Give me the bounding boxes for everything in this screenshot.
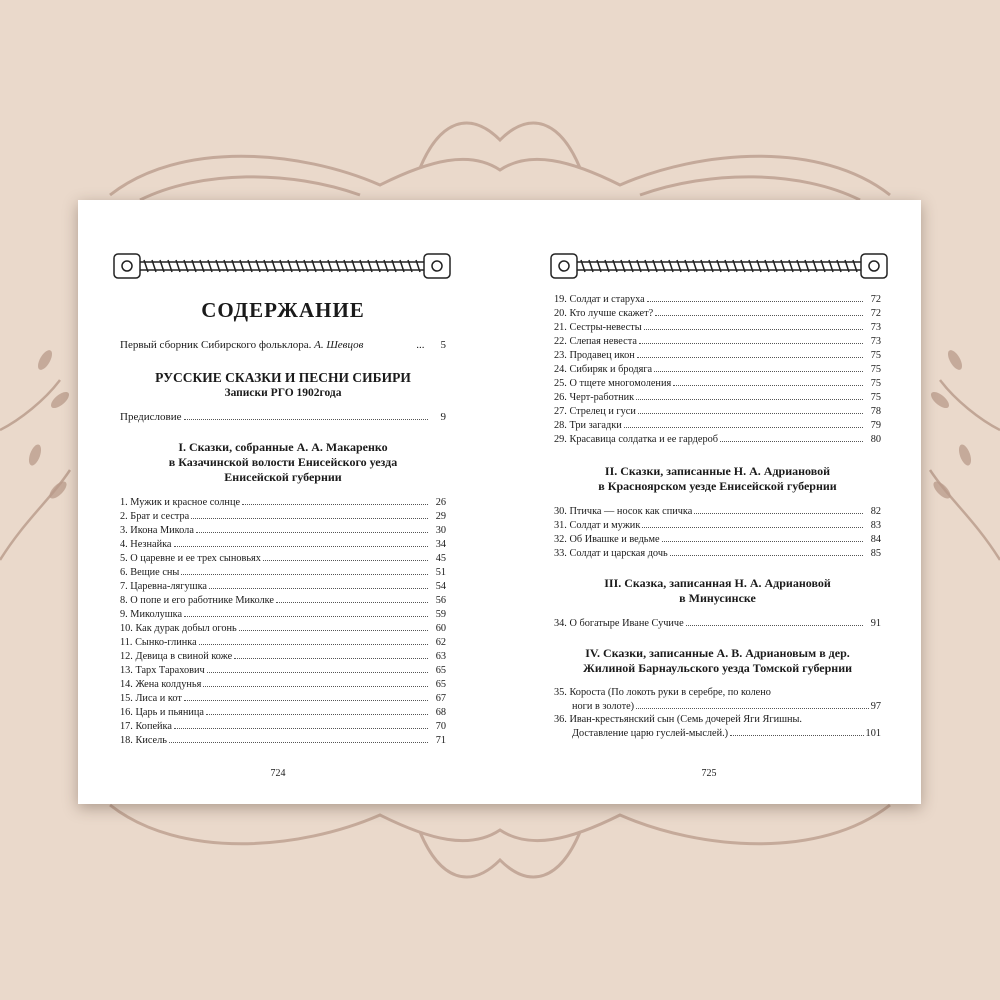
section1-list-continued [554,292,881,446]
entry-page: 65 [435,679,446,690]
entry-page: 68 [435,707,446,718]
entry-title: 3. Икона Микола [120,525,194,536]
section4-title-line: IV. Сказки, записанные А. В. Адриановым в дер. [585,646,850,660]
entry-page: 67 [435,693,446,704]
toc-entry[interactable] [554,532,881,546]
entry-title: 4. Незнайка [120,539,172,550]
toc-entry[interactable] [120,565,446,579]
section3-title-line: в Минусинске [679,591,756,605]
preface-entry[interactable] [120,410,446,424]
toc-entry[interactable] [120,509,446,523]
entry-page: 97 [870,701,881,712]
part-subtitle: Записки РГО 1902года [224,387,342,399]
entry-page: 83 [870,520,881,531]
entry-title: 1. Мужик и красное солнце [120,497,241,508]
toc-entry[interactable] [554,616,881,630]
entry-page: 60 [435,623,446,634]
entry-page: 62 [435,637,446,648]
toc-entry[interactable] [554,432,881,446]
entry-title: 24. Сибиряк и бродяга [554,364,653,375]
left-column [120,290,446,747]
section1-title-line: I. Сказки, собранные А. А. Макаренко [178,440,388,454]
entry-page: 75 [870,350,881,361]
intro-leader: ... [416,339,425,351]
entry-page: 78 [870,406,881,417]
entry-title: 29. Красавица солдатка и ее гардероб [554,434,719,445]
intro-text: Первый сборник Сибирского фольклора. [120,339,312,351]
section4-title-line: Жилиной Барнаульского уезда Томской губернии [582,661,853,675]
preface-page: 9 [440,411,446,423]
toc-entry[interactable] [120,621,446,635]
entry-title: 23. Продавец икон [554,350,635,361]
entry-title: 32. Об Ивашке и ведьме [554,534,660,545]
entry-title: 17. Копейка [120,721,172,732]
right-page [499,200,921,804]
entry-page: 63 [435,651,446,662]
entry-title: 21. Сестры-невесты [554,322,642,333]
toc-entry[interactable] [120,733,446,747]
section1-title-line: Енисейской губернии [224,470,342,484]
section2-title-line: в Красноярском уезде Енисейской губернии [598,479,837,493]
toc-entry[interactable] [120,537,446,551]
rope-ornament [112,248,452,284]
toc-entry[interactable] [554,504,881,518]
entry-page: 75 [870,392,881,403]
entry-page: 85 [870,548,881,559]
entry-title: 27. Стрелец и гуси [554,406,636,417]
entry-page: 65 [435,665,446,676]
left-page [78,200,499,804]
toc-entry[interactable] [554,518,881,532]
entry-page: 54 [435,581,446,592]
intro-author: А. Шевцов [314,339,364,351]
toc-entry[interactable] [120,677,446,691]
entry-title: 8. О попе и его работнике Миколке [120,595,274,606]
entry-page: 45 [435,553,446,564]
toc-entry[interactable] [554,713,881,740]
entry-page: 101 [865,728,881,739]
part-title: РУССКИЕ СКАЗКИ И ПЕСНИ СИБИРИ [155,370,411,385]
entry-title: 9. Миколушка [120,609,183,620]
toc-entry[interactable] [120,635,446,649]
toc-entry[interactable] [554,334,881,348]
entry-title: 10. Как дурак добыл огонь [120,623,237,634]
page-number: 724 [270,768,286,779]
entry-title: 31. Солдат и мужик [554,520,641,531]
entry-page: 34 [435,539,446,550]
entry-page: 56 [435,595,446,606]
intro-page: 5 [440,339,446,351]
entry-title: 7. Царевна-лягушка [120,581,207,592]
entry-page: 71 [435,735,446,746]
section1-title-line: в Казачинской волости Енисейского уезда [168,455,398,469]
entry-title: 18. Кисель [120,735,167,746]
toc-entry[interactable] [120,705,446,719]
entry-title: 25. О тщете многомоления [554,378,672,389]
section4-title [554,646,881,676]
toc-entry[interactable] [554,362,881,376]
section1-list [120,495,446,747]
book-spread [78,200,921,804]
entry-page: 80 [870,434,881,445]
entry-page: 51 [435,567,446,578]
entry-page: 91 [870,618,881,629]
entry-title: 28. Три загадки [554,420,622,431]
section1-title [120,440,446,485]
toc-entry[interactable] [120,663,446,677]
entry-title: 19. Солдат и старуха [554,294,645,305]
entry-title: 2. Брат и сестра [120,511,190,522]
entry-page: 82 [870,506,881,517]
intro-entry[interactable] [120,338,446,352]
entry-title: 30. Птичка — носок как спичка [554,506,693,517]
toc-entry[interactable] [554,390,881,404]
toc-entry[interactable] [554,306,881,320]
entry-page: 30 [435,525,446,536]
entry-title: 33. Солдат и царская дочь [554,548,668,559]
section3-list [554,616,881,630]
toc-entry[interactable] [554,686,881,713]
section3-title-line: III. Сказка, записанная Н. А. Адриановой [604,576,831,590]
entry-page: 72 [870,294,881,305]
section2-title-line: II. Сказки, записанные Н. А. Адриановой [604,464,831,478]
toc-entry[interactable] [120,495,446,509]
toc-entry[interactable] [120,579,446,593]
entry-page: 72 [870,308,881,319]
entry-title: 6. Вещие сны [120,567,180,578]
toc-entry[interactable] [554,292,881,306]
entry-title: 34. О богатыре Иване Сучиче [554,618,684,629]
rope-ornament [549,248,889,284]
entry-page: 29 [435,511,446,522]
entry-title: 36. Иван-крестьянский сын (Семь дочерей Яги Ягишны. [554,714,803,725]
toc-entry[interactable] [120,719,446,733]
toc-entry[interactable] [554,546,881,560]
entry-page: 79 [870,420,881,431]
toc-entry[interactable] [554,418,881,432]
entry-title: 26. Черт-работник [554,392,635,403]
entry-title: 22. Слепая невеста [554,336,637,347]
contents-title: СОДЕРЖАНИЕ [201,298,365,322]
toc-entry[interactable] [120,523,446,537]
entry-page: 73 [870,322,881,333]
toc-entry[interactable] [120,691,446,705]
toc-entry[interactable] [554,320,881,334]
section4-list [554,686,881,740]
entry-title: 20. Кто лучше скажет? [554,308,654,319]
entry-title: 12. Девица в свиной коже [120,651,233,662]
entry-page: 73 [870,336,881,347]
toc-entry[interactable] [554,348,881,362]
entry-page: 75 [870,364,881,375]
entry-page: 84 [870,534,881,545]
toc-entry[interactable] [120,551,446,565]
entry-title: 35. Короста (По локоть руки в серебре, по колено [554,687,771,698]
entry-title: 14. Жена колдунья [120,679,202,690]
entry-title-cont: Доставление царю гуслей-мыслей.) [572,728,729,739]
section3-title [554,576,881,606]
entry-page: 70 [435,721,446,732]
entry-title: 15. Лиса и кот [120,693,182,704]
right-column [554,292,881,740]
entry-title-cont: ноги в золоте) [572,701,635,712]
entry-title: 13. Тарх Тарахович [120,665,205,676]
toc-entry[interactable] [554,404,881,418]
toc-entry[interactable] [120,593,446,607]
preface-text: Предисловие [120,411,182,423]
entry-title: 11. Сынко-глинка [120,637,197,648]
toc-entry[interactable] [120,649,446,663]
toc-entry[interactable] [554,376,881,390]
entry-page: 59 [435,609,446,620]
toc-entry[interactable] [120,607,446,621]
entry-title: 5. О царевне и ее трех сыновьях [120,553,261,564]
entry-page: 75 [870,378,881,389]
entry-title: 16. Царь и пьяница [120,707,204,718]
entry-page: 26 [435,497,446,508]
section2-list [554,504,881,560]
section2-title [554,464,881,494]
page-number: 725 [701,768,717,779]
